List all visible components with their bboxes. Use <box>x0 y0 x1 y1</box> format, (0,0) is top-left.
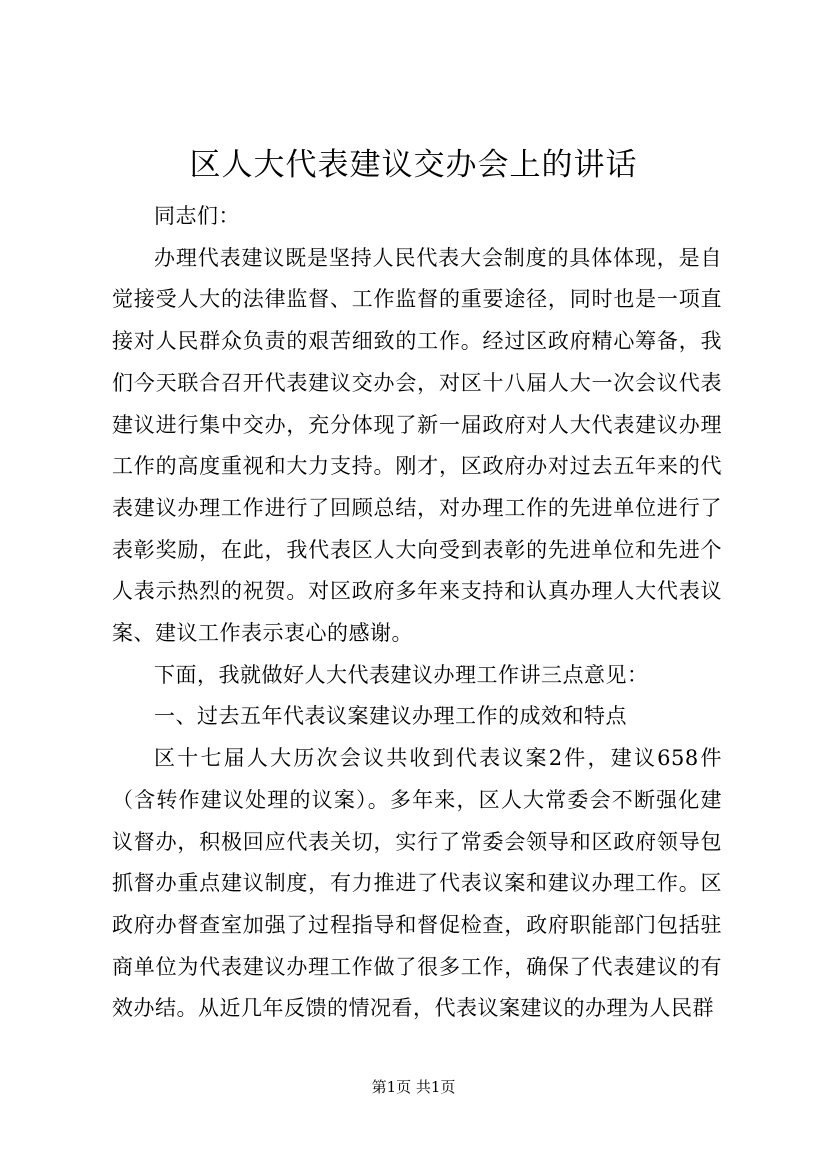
body-paragraph: 区十七届人大历次会议共收到代表议案2件，建议658件（含转作建议处理的议案）。多年来，区人大常委会不断强化建议督办，积极回应代表关切，实行了常委会领导和区政府领导包抓督办重点建议制度，有力推进了代表议案和建议办理工作。区政府办督查室加强了过程指导和督促检查，政府职能部门包括驻商单位为代表建议办理工作做了很多工作，确保了代表建议的有效办结。从近几年反馈的情况看，代表议案建议的办理为人民群 <box>112 746 722 1021</box>
page-number-footer: 第1页 共1页 <box>371 1078 456 1096</box>
section-heading: 一、过去五年代表议案建议办理工作的成效和特点 <box>154 704 627 729</box>
body-paragraph: 办理代表建议既是坚持人民代表大会制度的具体体现，是自觉接受人大的法律监督、工作监督的重要途径，同时也是一项直接对人民群众负责的艰苦细致的工作。经过区政府精心筹备，我们今天联合召开代表建议交办会，对区十八届人大一次会议代表建议进行集中交办，充分体现了新一届政府对人大代表建议办理工作的高度重视和大力支持。刚才，区政府办对过去五年来的代表建议办理工作进行了回顾总结，对办理工作的先进单位进行了表彰奖励，在此，我代表区人大向受到表彰的先进单位和先进个人表示热烈的祝贺。对区政府多年来支持和认真办理人大代表议案、建议工作表示衷心的感谢。 <box>112 245 722 646</box>
document-title: 区人大代表建议交办会上的讲话 <box>189 147 638 183</box>
salutation-paragraph: 同志们： <box>154 204 240 228</box>
document-body <box>112 196 722 1030</box>
body-paragraph: 下面，我就做好人大代表建议办理工作讲三点意见： <box>154 662 649 687</box>
